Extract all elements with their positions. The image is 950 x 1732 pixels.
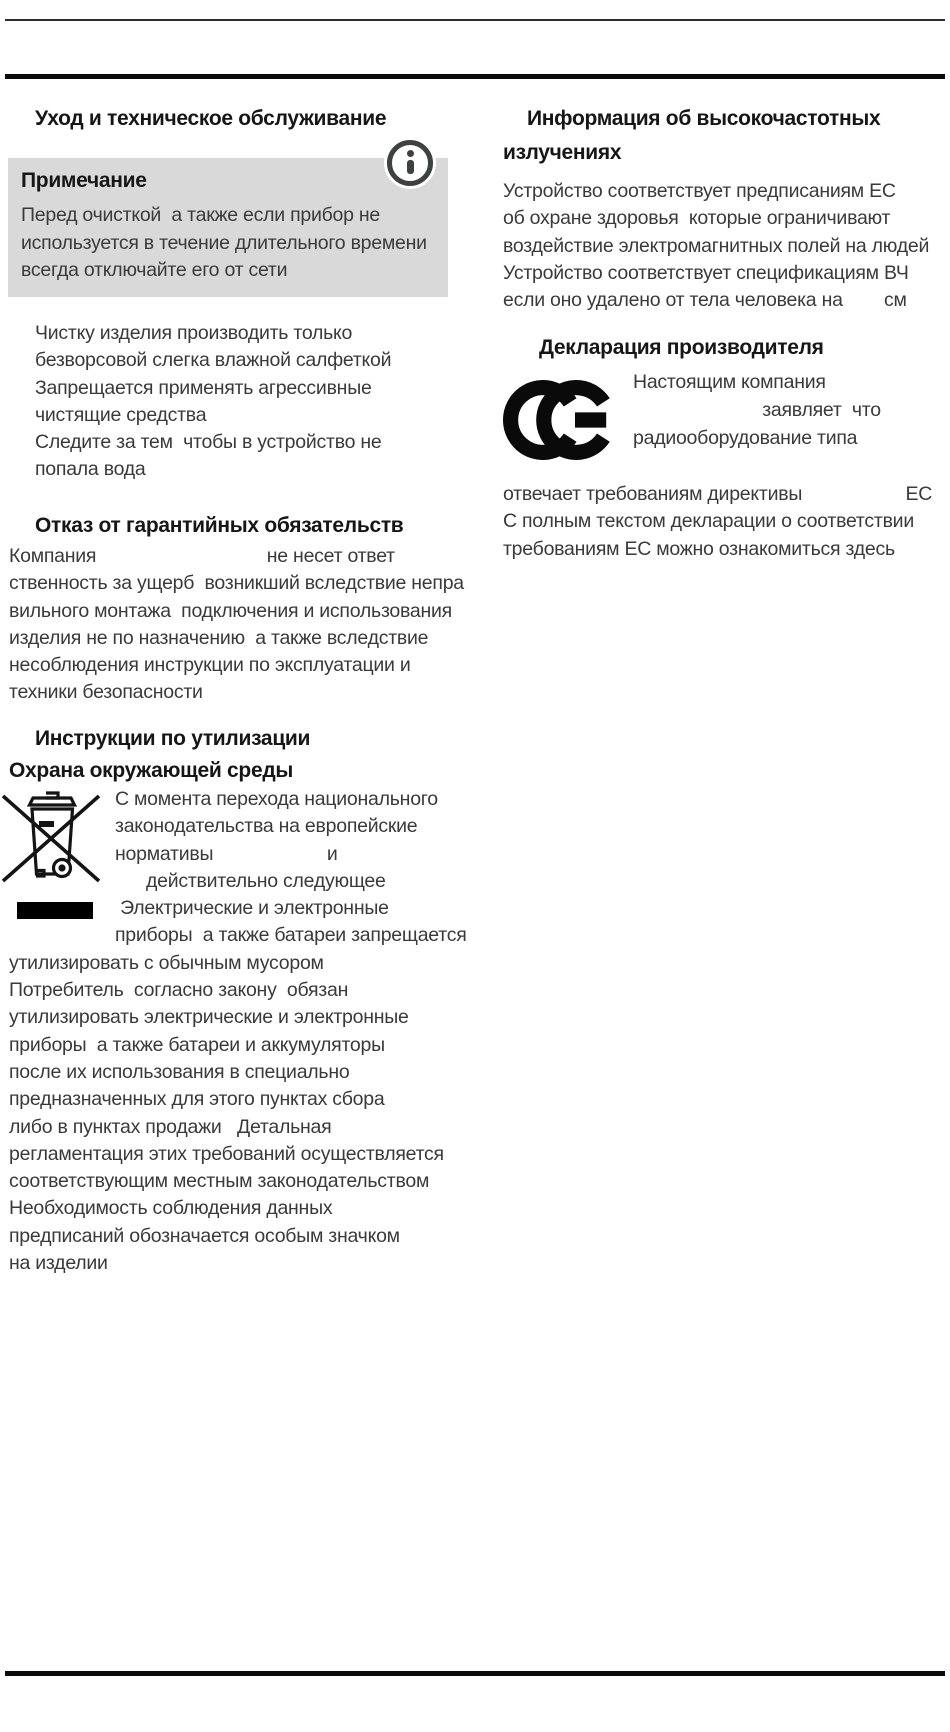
text-line: воздействие электромагнитных полей на людей [503, 234, 930, 257]
care-instructions-list [35, 320, 391, 484]
text-line: соответствующим местным законодательством [9, 1170, 430, 1193]
text-line: нормативы и [115, 842, 338, 865]
info-icon [387, 140, 433, 186]
recycling-section [9, 786, 467, 1277]
declaration-paragraph [503, 481, 932, 563]
text-line: Электрические и электронные [115, 897, 389, 920]
top-thick-rule [5, 74, 945, 79]
text-line: Перед очисткой а также если прибор не [21, 204, 381, 226]
text-line: Следите за тем чтобы в устройство не [35, 431, 382, 454]
weee-symbol [9, 786, 115, 923]
text-line: несоблюдения инструкции по эксплуатации и [9, 654, 411, 677]
rf-heading-line1: Информация об высокочастотных [527, 107, 881, 130]
text-line: используется в течение длительного времени [21, 231, 427, 254]
text-line: Запрещается применять агрессивные [35, 376, 372, 399]
text-line: после их использования в специально [9, 1060, 350, 1083]
environment-heading: Охрана окружающей среды [9, 759, 293, 782]
text-line: Устройство соответствует предписаниям ЕС [503, 180, 896, 202]
top-thin-rule [5, 19, 945, 21]
ce-mark-icon [503, 380, 611, 460]
text-line: приборы а также батареи и аккумуляторы [9, 1033, 385, 1056]
text-line: безворсовой слегка влажной салфеткой [35, 349, 392, 372]
text-line: Настоящим компания [633, 371, 826, 393]
declaration-ce-text [633, 368, 881, 452]
declaration-heading: Декларация производителя [539, 336, 824, 359]
text-line: техники безопасности [9, 681, 203, 704]
text-line: Чистку изделия производить только [35, 322, 353, 344]
text-line: попала вода [35, 458, 146, 481]
text-line: С полным текстом декларации о соответствии [503, 510, 914, 533]
weee-black-bar [17, 902, 93, 919]
rf-heading-line2: излучениях [503, 141, 622, 164]
care-heading: Уход и техническое обслуживание [35, 107, 387, 130]
bottom-rule [5, 1671, 945, 1676]
text-line: чистящие средства [35, 403, 207, 426]
note-text [21, 202, 448, 285]
text-line: либо в пунктах продажи Детальная [9, 1115, 332, 1138]
note-title: Примечание [21, 169, 147, 192]
text-line: Устройство соответствует спецификациям ВЧ [503, 261, 909, 284]
recycling-heading: Инструкции по утилизации [35, 727, 311, 750]
text-line: Потребитель согласно закону обязан [9, 979, 349, 1002]
text-line: об охране здоровья которые ограничивают [503, 207, 891, 230]
text-line: законодательства на европейские [115, 815, 418, 838]
recycling-paragraph [9, 922, 467, 1277]
text-line: действительно следующее [115, 869, 386, 892]
text-line: утилизировать электрические и электронные [9, 1006, 409, 1029]
warranty-heading: Отказ от гарантийных обязательств [35, 514, 404, 537]
text-line: предписаний обозначается особым значком [9, 1224, 400, 1247]
text-line: вильного монтажа подключения и использования [9, 599, 452, 622]
text-line: Компания не несет ответ [9, 545, 395, 567]
rf-paragraph [503, 178, 929, 314]
text-line: приборы а также батареи запрещается [115, 924, 467, 947]
text-line: регламентация этих требований осуществляется [9, 1142, 444, 1165]
text-line: отвечает требованиям директивы ЕС [503, 483, 933, 505]
text-line: требованиям ЕС можно ознакомиться здесь [503, 537, 895, 560]
text-line: всегда отключайте его от сети [21, 259, 288, 282]
text-line: С момента перехода национального [115, 788, 438, 810]
text-line: утилизировать с обычным мусором [9, 951, 324, 974]
text-line: предназначенных для этого пунктах сбора [9, 1088, 385, 1111]
text-line: на изделии [9, 1252, 108, 1275]
note-box [8, 158, 448, 297]
warranty-paragraph [9, 543, 464, 707]
text-line: Необходимость соблюдения данных [9, 1197, 333, 1220]
text-line: радиооборудование типа [633, 427, 858, 449]
crossed-out-wheeled-bin-icon [2, 784, 102, 886]
text-line: изделия не по назначению а также вследствие [9, 626, 429, 649]
text-line: ственность за ущерб возникший вследствие непра [9, 572, 464, 595]
text-line: если оно удалено от тела человека на см [503, 289, 907, 312]
text-line: заявляет что [633, 399, 881, 421]
